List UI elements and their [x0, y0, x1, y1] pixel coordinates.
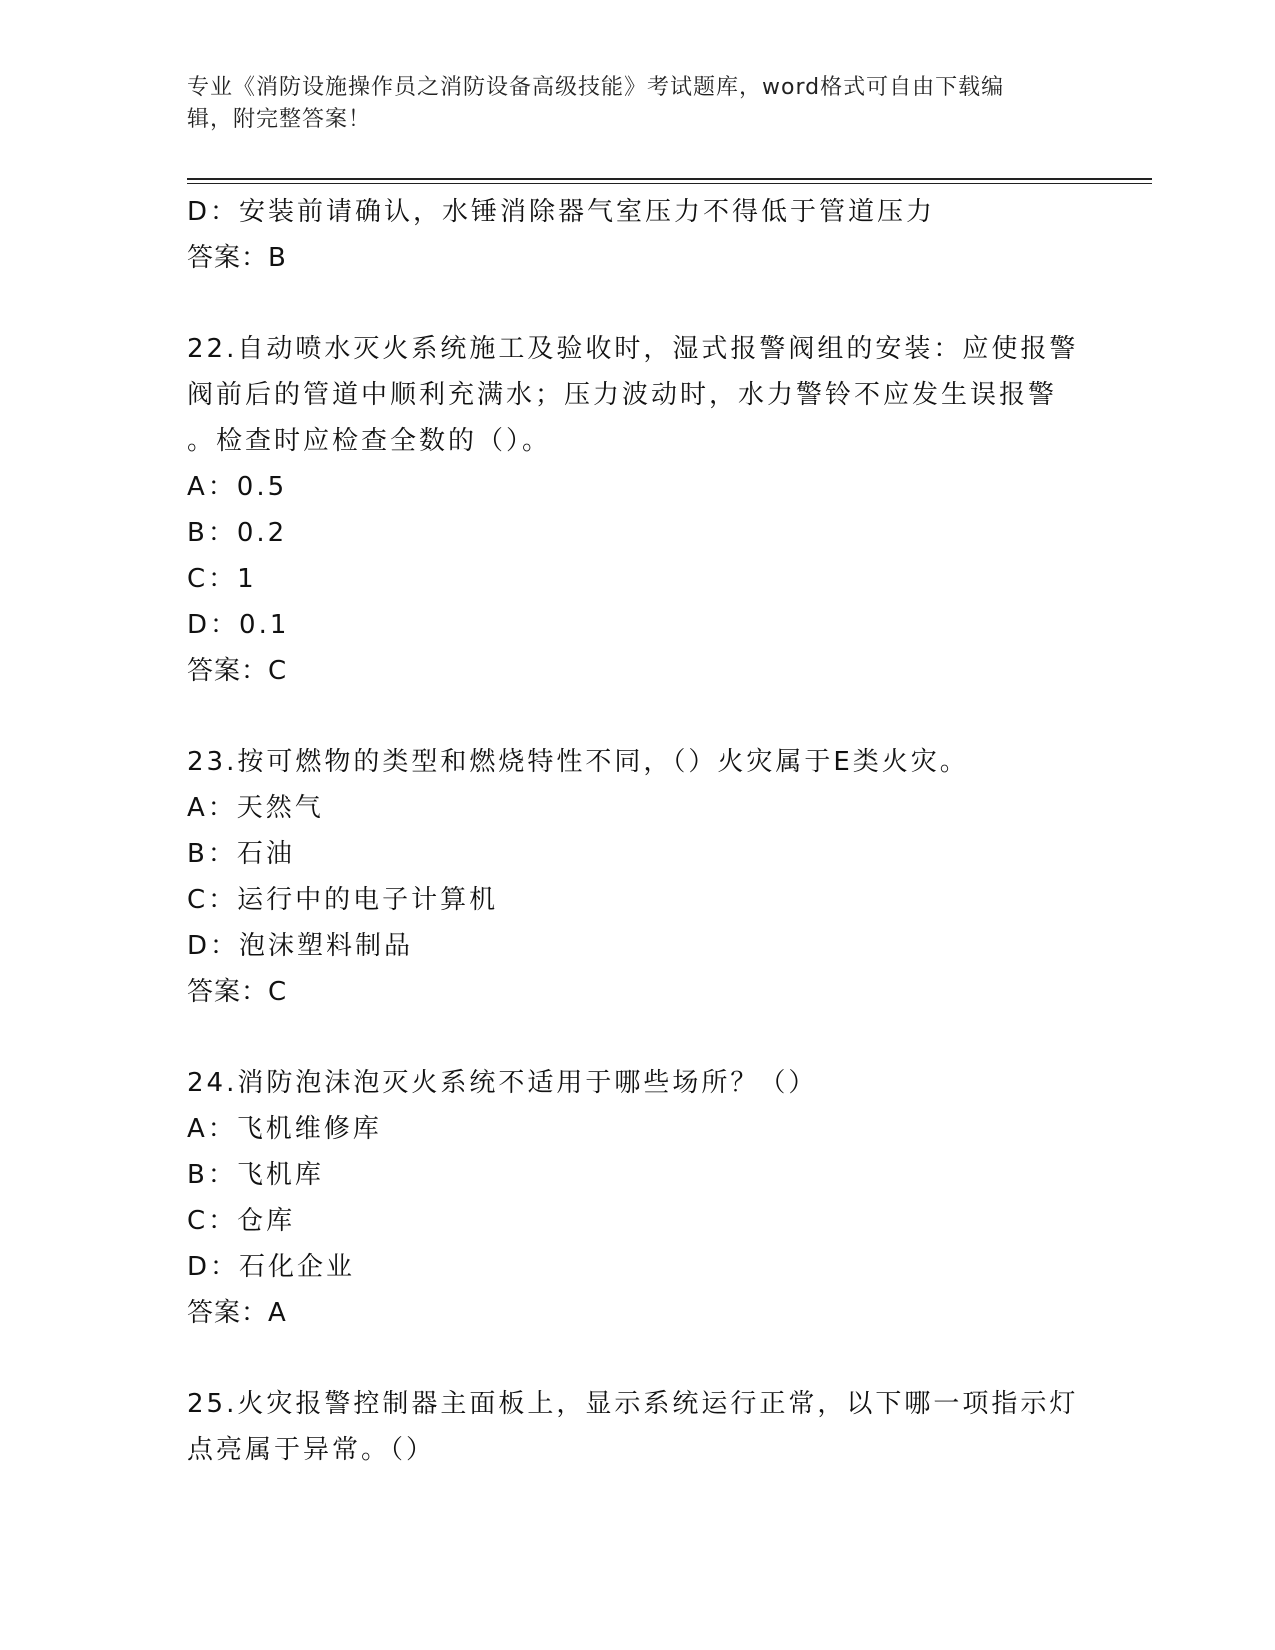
option-a: A：天然气: [187, 793, 324, 823]
previous-question-tail: [187, 189, 1087, 281]
option-b: B：石油: [187, 839, 295, 869]
question-25: [187, 1381, 1087, 1473]
question-stem-line: 25.火灾报警控制器主面板上，显示系统运行正常，以下哪一项指示灯: [187, 1389, 1079, 1419]
header-rule-thin: [187, 183, 1152, 184]
question-24: [187, 1060, 1087, 1336]
option-d: D：石化企业: [187, 1252, 356, 1282]
spacer: [187, 281, 1087, 326]
answer-line: 答案：A: [187, 1298, 287, 1328]
question-stem-line: 24.消防泡沫泡灭火系统不适用于哪些场所？（）: [187, 1068, 818, 1098]
spacer: [187, 694, 1087, 739]
spacer: [187, 1336, 1087, 1381]
question-content: [187, 189, 1087, 1473]
question-22: [187, 326, 1087, 694]
option-c: C：运行中的电子计算机: [187, 885, 499, 915]
option-c: C：1: [187, 564, 257, 594]
option-d: D：0.1: [187, 610, 290, 640]
document-header: [187, 72, 1067, 136]
question-stem-line: 。检查时应检查全数的（）。: [187, 426, 552, 456]
answer-line: 答案：C: [187, 656, 288, 686]
question-stem-line: 22.自动喷水灭火系统施工及验收时，湿式报警阀组的安装：应使报警: [187, 334, 1079, 364]
option-d: D：泡沫塑料制品: [187, 931, 414, 961]
option-b: B：飞机库: [187, 1160, 324, 1190]
answer-line: 答案：B: [187, 243, 287, 273]
header-line-1: 专业《消防设施操作员之消防设备高级技能》考试题库，word格式可自由下载编: [187, 75, 1005, 100]
header-rule-thick: [187, 178, 1152, 180]
option-c: C：仓库: [187, 1206, 296, 1236]
option-b: B：0.2: [187, 518, 288, 548]
question-stem-line: 点亮属于异常。（）: [187, 1435, 436, 1465]
option-a: A：飞机维修库: [187, 1114, 382, 1144]
option-d: D：安装前请确认，水锤消除器气室压力不得低于管道压力: [187, 197, 936, 227]
option-a: A：0.5: [187, 472, 288, 502]
question-stem-line: 阀前后的管道中顺利充满水；压力波动时，水力警铃不应发生误报警: [187, 380, 1058, 410]
spacer: [187, 1015, 1087, 1060]
header-line-2: 辑，附完整答案！: [187, 107, 372, 132]
question-23: [187, 739, 1087, 1015]
question-stem-line: 23.按可燃物的类型和燃烧特性不同，（）火灾属于E类火灾。: [187, 747, 969, 777]
answer-line: 答案：C: [187, 977, 288, 1007]
